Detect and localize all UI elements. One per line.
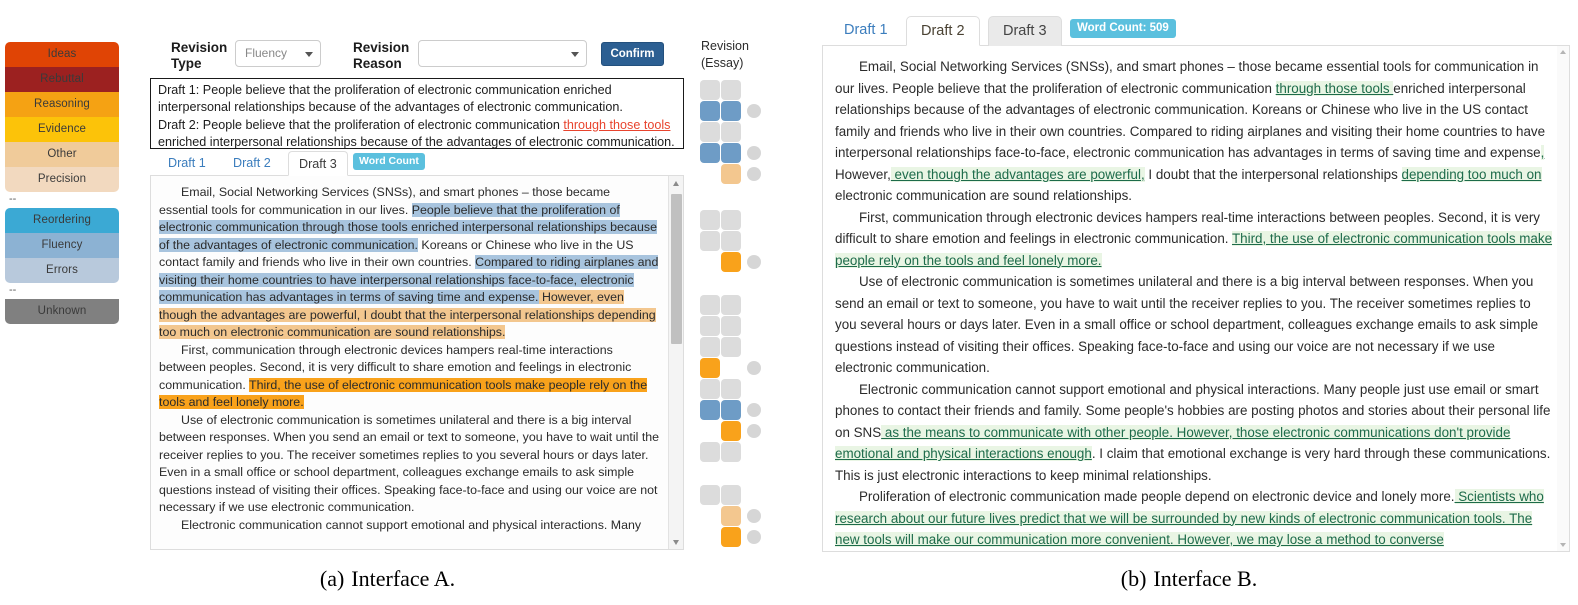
revision-map-a — [700, 80, 770, 550]
legend-label: Evidence — [37, 123, 87, 135]
plain-text: . I claim that emotional exchange is very hard through these communications. This is just electronic interactions to keep minimal relationships. — [835, 446, 1551, 483]
revision-cell[interactable] — [700, 485, 720, 505]
essay-paragraph-2 — [159, 342, 661, 412]
essay-paragraph-4 — [835, 379, 1553, 487]
tab-draft-2[interactable]: Draft 2 — [233, 156, 271, 170]
revision-cell[interactable] — [721, 527, 741, 547]
revision-dot[interactable] — [747, 530, 761, 544]
scrollbar-thumb[interactable] — [671, 194, 682, 344]
legend-separator-2: -- — [9, 284, 17, 296]
legend-label: Errors — [46, 264, 78, 276]
revision-type-select[interactable] — [235, 40, 321, 67]
revision-cell[interactable] — [721, 485, 741, 505]
revision-cell[interactable] — [721, 122, 741, 142]
essay-content-a[interactable] — [151, 176, 683, 542]
plain-text: Email, Social Networking Services (SNSs), and smart phones – those became essential tools for communication in our lives. People believe that the proliferation of electronic communication — [835, 59, 1539, 96]
plain-text: However, — [835, 166, 891, 182]
tab-draft-3[interactable]: Draft 3 — [288, 151, 348, 176]
legend-label: Rebuttal — [40, 73, 84, 85]
legend-item-fluency[interactable] — [5, 233, 119, 258]
chevron-down-icon — [305, 52, 313, 57]
inserted-text[interactable]: through those tools — [1275, 80, 1394, 96]
inserted-text[interactable]: Scientists who research about our future lives predict that we will be surrounded by new kinds of electronic communication tools. The new tools will make our communication more convenient. However, we may lose a method to converse — [835, 489, 1544, 547]
essay-paragraph-4: Electronic communication cannot support emotional and physical interactions. Many — [181, 517, 642, 532]
draft2-before: People believe that the proliferation of electronic communication — [202, 117, 564, 132]
revision-cell[interactable] — [700, 101, 720, 121]
essay-pane-b — [822, 46, 1570, 552]
revision-dot[interactable] — [747, 424, 761, 438]
legend-label: Precision — [37, 173, 87, 185]
legend-item-reordering[interactable] — [5, 208, 119, 233]
caption-text: Interface B. — [1153, 566, 1258, 591]
draft2-prefix: Draft 2: — [158, 117, 203, 132]
highlight-reasoning[interactable]: Third, the use of electronic communication tools make people rely on the tools and feel lonely more. — [159, 377, 648, 409]
plain-text: First, communication through electronic devices hampers real-time interactions between peoples. Second, it is very difficult to share emotion and feelings in electronic communication. — [835, 209, 1541, 246]
highlight-fluency[interactable]: People believe that the proliferation of electronic communication through those tools enriched interpersonal relationships because of the advantages of electronic communication. — [159, 202, 657, 252]
revision-dot[interactable] — [747, 146, 761, 160]
draft2-after: enriched interpersonal relationships because of the advantages of electronic communication. — [158, 135, 675, 150]
revision-dot[interactable] — [747, 361, 761, 375]
legend-item-unknown[interactable] — [5, 299, 119, 324]
inserted-text[interactable]: , — [1540, 145, 1545, 160]
word-count-badge-a[interactable]: Word Count — [353, 153, 425, 170]
caption-label: (b) — [1120, 566, 1147, 591]
plain-text: Electronic communication cannot support emotional and physical interactions. Many people just use email or smart phones to contact their friends and family. Some people's hobbies are posting photos and stories about their personal life on SNS — [835, 381, 1551, 440]
revision-cell[interactable] — [721, 164, 741, 184]
revision-cell[interactable] — [721, 442, 741, 462]
revision-reason-select[interactable] — [418, 40, 587, 67]
revision-cell[interactable] — [700, 210, 720, 230]
revision-cell[interactable] — [700, 143, 720, 163]
legend-item-evidence[interactable] — [5, 117, 119, 142]
revision-cell[interactable] — [700, 337, 720, 357]
revision-type-legend — [5, 42, 119, 324]
revision-cell[interactable] — [721, 101, 741, 121]
legend-label: Ideas — [47, 48, 77, 60]
revision-cell[interactable] — [721, 143, 741, 163]
inserted-text[interactable]: depending too much on — [1401, 166, 1542, 182]
scroll-up-arrow-icon[interactable] — [1560, 50, 1566, 54]
essay-paragraph-1 — [159, 184, 661, 342]
inserted-text[interactable]: Third, the use of electronic communication tools make people rely on the tools and feel lonely more. — [835, 231, 1553, 268]
legend-label: Reordering — [33, 214, 91, 226]
revision-dot[interactable] — [747, 104, 761, 118]
chevron-down-icon — [571, 52, 579, 57]
caption-label: (a) — [319, 566, 345, 591]
revision-type-label: Revision Type — [171, 40, 228, 71]
draft1-prefix: Draft 1: — [158, 83, 203, 97]
plain-text: I doubt that the interpersonal relationships — [1144, 166, 1402, 182]
scroll-up-arrow-icon[interactable] — [669, 176, 684, 190]
revision-map-title: Revision (Essay) — [701, 39, 749, 70]
highlight-fluency[interactable]: Compared to riding airplanes and visiting their home countries to have interpersonal relationships face-to-face, electronic communication has advantages in terms of saving time and expense. — [159, 255, 659, 304]
legend-item-rebuttal[interactable] — [5, 67, 119, 92]
revision-cell[interactable] — [700, 295, 720, 315]
essay-paragraph-3: Use of electronic communication is sometimes unilateral and there is a big interval between responses. When you send an email or text to someone, you have to wait until the receiver replies to you. The receiver sometimes replies to you several hours or days later. Even in a small office or school department, colleagues exchange emails to ask simple questions instead of visiting their offices. Speaking face-to-face and using our voice are not necessary if we use electronic communication. — [159, 412, 660, 514]
legend-label: Other — [47, 148, 77, 160]
draft-tabs-a — [150, 151, 684, 176]
revision-cell[interactable] — [721, 506, 741, 526]
tab-draft-2[interactable]: Draft 2 — [906, 16, 980, 46]
revision-cell[interactable] — [721, 295, 741, 315]
essay-content-b[interactable] — [823, 46, 1569, 551]
caption-interface-b — [800, 566, 1578, 592]
plain-text: enriched interpersonal relationships because of the advantages of electronic communication. Koreans or Chinese who live in the US contact family and friends who live in their own countries. Compared to riding airplanes and visiting their home countries to have interpersonal relationships face-to-face, electronic communication has advantages in terms of saving time and expense — [835, 80, 1546, 160]
draft1-text: People believe that the proliferation of electronic communication enriched interpersonal relationships because of the advantages of electronic communication. — [158, 83, 623, 115]
legend-separator-1: -- — [9, 193, 17, 205]
inserted-text[interactable]: as the means to communicate with other people. However, those electronic communications don't provide emotional and physical interactions enough — [835, 424, 1511, 461]
tab-draft-1[interactable]: Draft 1 — [168, 156, 206, 170]
revision-cell[interactable] — [700, 316, 720, 336]
revision-cell[interactable] — [721, 231, 741, 251]
legend-label: Unknown — [37, 305, 87, 317]
legend-item-ideas[interactable] — [5, 42, 119, 67]
inserted-text: through those tools — [563, 117, 671, 132]
legend-item-precision[interactable] — [5, 167, 119, 192]
revision-dot[interactable] — [747, 509, 761, 523]
revision-cell[interactable] — [721, 337, 741, 357]
revision-cell[interactable] — [700, 122, 720, 142]
revision-cell[interactable] — [721, 316, 741, 336]
caption-text: Interface A. — [351, 566, 456, 591]
revision-cell[interactable] — [721, 379, 741, 399]
revision-cell[interactable] — [721, 210, 741, 230]
revision-type-value: Fluency — [245, 46, 288, 60]
legend-label: Reasoning — [34, 98, 90, 110]
caption-interface-a — [0, 566, 775, 592]
revision-cell[interactable] — [700, 400, 720, 420]
revision-cell[interactable] — [721, 252, 741, 272]
scroll-down-arrow-icon[interactable] — [1560, 543, 1566, 547]
revision-cell[interactable] — [700, 379, 720, 399]
revision-reason-label: Revision Reason — [353, 40, 410, 71]
essay-scrollbar-a[interactable] — [668, 176, 683, 549]
revision-cell[interactable] — [721, 80, 741, 100]
plain-text: electronic communication are sound relationships. — [835, 188, 1132, 203]
revision-cell[interactable] — [700, 231, 720, 251]
tab-draft-3[interactable]: Draft 3 — [988, 16, 1062, 46]
scroll-down-arrow-icon[interactable] — [669, 535, 684, 549]
plain-text: Proliferation of electronic communication made people depend on electronic device and lonely more. — [859, 489, 1455, 504]
essay-pane-a — [150, 176, 684, 550]
legend-label: Fluency — [41, 239, 83, 251]
revision-cell[interactable] — [700, 80, 720, 100]
legend-item-reasoning[interactable] — [5, 92, 119, 117]
revision-dot[interactable] — [747, 403, 761, 417]
essay-scrollbar-b[interactable] — [1557, 46, 1569, 551]
draft-diff-box — [150, 78, 684, 149]
confirm-button[interactable]: Confirm — [601, 42, 664, 66]
inserted-text[interactable]: even though the advantages are powerful, — [890, 166, 1145, 182]
plain-text: First, communication through electronic devices hampers real-time interactions between peoples. Second, it is very difficult to share emotion and feelings in electronic communication. — [159, 342, 632, 392]
interface-a-panel — [0, 0, 775, 560]
revision-cell[interactable] — [700, 358, 720, 378]
essay-paragraph-1 — [835, 56, 1553, 207]
legend-item-other[interactable] — [5, 142, 119, 167]
draft-tabs-b — [822, 16, 1570, 46]
highlight-precision[interactable]: However, even though the advantages are powerful, I doubt that the interpersonal relationships depending too much on electronic communication are sound relationships. — [159, 290, 656, 339]
interface-b-panel — [800, 0, 1578, 560]
essay-paragraph-5 — [835, 486, 1553, 551]
essay-paragraph-2 — [835, 207, 1553, 272]
legend-item-errors[interactable] — [5, 258, 119, 283]
word-count-badge-b[interactable]: Word Count: 509 — [1070, 19, 1176, 38]
revision-dot[interactable] — [747, 167, 761, 181]
revision-cell[interactable] — [721, 421, 741, 441]
plain-text: Email, Social Networking Services (SNSs), and smart phones – those became essential tools for communication in our lives. — [159, 185, 611, 217]
revision-dot[interactable] — [747, 255, 761, 269]
tab-draft-1[interactable]: Draft 1 — [844, 22, 888, 38]
essay-paragraph-3: Use of electronic communication is sometimes unilateral and there is a big interval between responses. When you send an email or text to someone, you have to wait until the receiver replies to you. The receiver sometimes replies to you several hours or days later. Even in a small office or school department, colleagues exchange emails to ask simple questions instead of visiting their offices. Speaking face-to-face and using our voice are not necessary if we use electronic communication. — [835, 274, 1539, 375]
revision-cell[interactable] — [700, 442, 720, 462]
plain-text: Koreans or Chinese who live in the US contact family and friends who live in their own countries. — [159, 237, 634, 269]
revision-cell[interactable] — [721, 400, 741, 420]
